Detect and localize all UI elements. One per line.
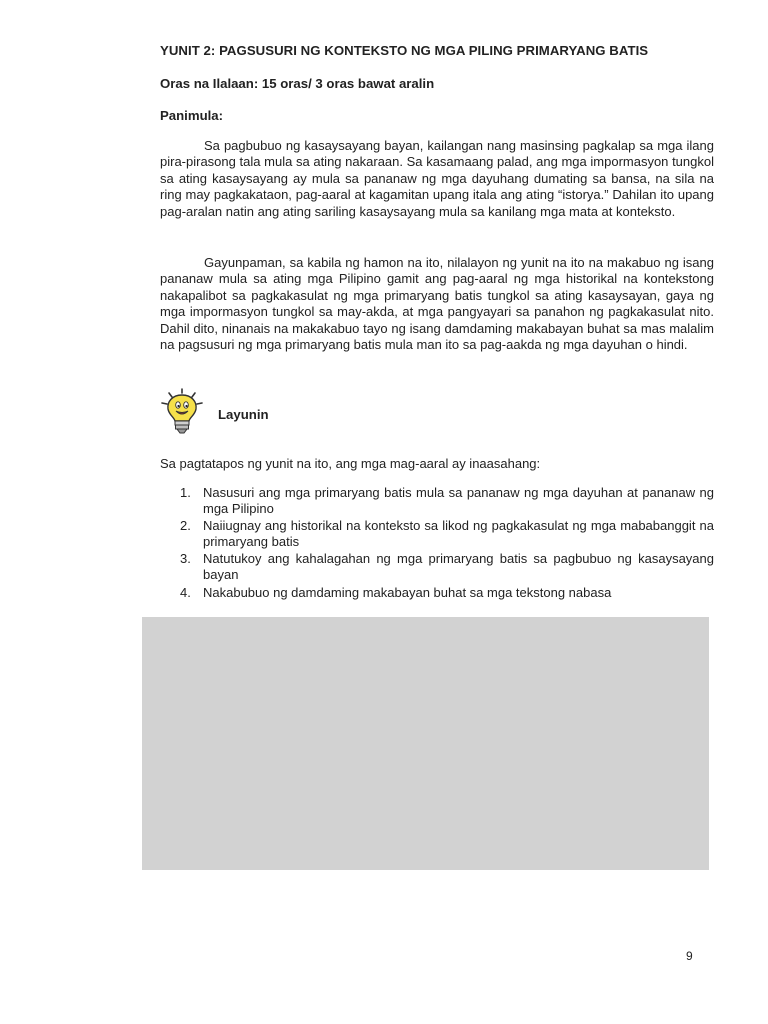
intro-paragraph-1: Sa pagbubuo ng kasaysayang bayan, kailangan nang masinsing pagkalap sa mga ilang pira-pirasong tala mula sa ating nakaraan. Sa kasamaang palad, ang mga impormasyon tungkol sa ating kasaysayang ay mula sa pananaw ng mga dayuhang dumating sa bansa, na sila na ring may pagkakataon, pag-aaral at kagamitan upang itala ang ating “istorya.” Dahilan ito upang pag-aralan natin ang ating sariling kasaysayang mula sa kanilang mga mata at konteksto. xyxy=(160,138,714,219)
list-text: Nasusuri ang mga primaryang batis mula sa pananaw ng mga dayuhan at pananaw ng mga Pilipino xyxy=(203,485,714,516)
unit-title: YUNIT 2: PAGSUSURI NG KONTEKSTO NG MGA PILING PRIMARYANG BATIS xyxy=(160,43,649,58)
list-item xyxy=(180,485,714,516)
intro-heading: Panimula: xyxy=(160,108,224,123)
image-placeholder xyxy=(142,617,709,870)
list-number: 2. xyxy=(180,518,191,534)
list-text: Nakabubuo ng damdaming makabayan buhat sa mga tekstong nabasa xyxy=(203,584,612,600)
lightbulb-icon xyxy=(160,388,204,436)
list-number: 3. xyxy=(180,551,191,567)
objectives-heading: Layunin xyxy=(218,407,269,422)
list-number: 4. xyxy=(180,584,191,600)
objectives-intro: Sa pagtatapos ng yunit na ito, ang mga mag-aaral ay inaasahang: xyxy=(160,456,541,471)
time-allotment: Oras na Ilalaan: 15 oras/ 3 oras bawat aralin xyxy=(160,76,435,91)
list-text: Naiiugnay ang historikal na konteksto sa likod ng pagkakasulat ng mga mababanggit na primaryang batis xyxy=(203,518,714,549)
objectives-list xyxy=(180,485,714,602)
list-item xyxy=(180,585,714,601)
list-text: Natutukoy ang kahalagahan ng mga primaryang batis sa pagbubuo ng kasaysayang bayan xyxy=(203,551,714,582)
intro-paragraph-2: Gayunpaman, sa kabila ng hamon na ito, nilalayon ng yunit na ito na makabuo ng isang pananaw mula sa ating mga Pilipino gamit ang pag-aaral ng mga historikal na kontekstong nakapalibot sa pagkakasulat ng mga primaryang batis tungkol sa ating kasaysayan, gaya ng mga impormasyon tungkol sa may-akda, at mga pangyayari sa panahon ng pagkakasulat nito. Dahil dito, ninanais na makakabuo tayo ng isang damdaming makabayan buhat sa mas malalim na pagsusuri ng mga primaryang batis mula man ito sa pag-aakda ng mga dayuhan o hindi. xyxy=(160,255,714,353)
list-number: 1. xyxy=(180,485,191,500)
list-item xyxy=(180,518,714,549)
list-item xyxy=(180,551,714,582)
page-number: 9 xyxy=(686,949,693,963)
